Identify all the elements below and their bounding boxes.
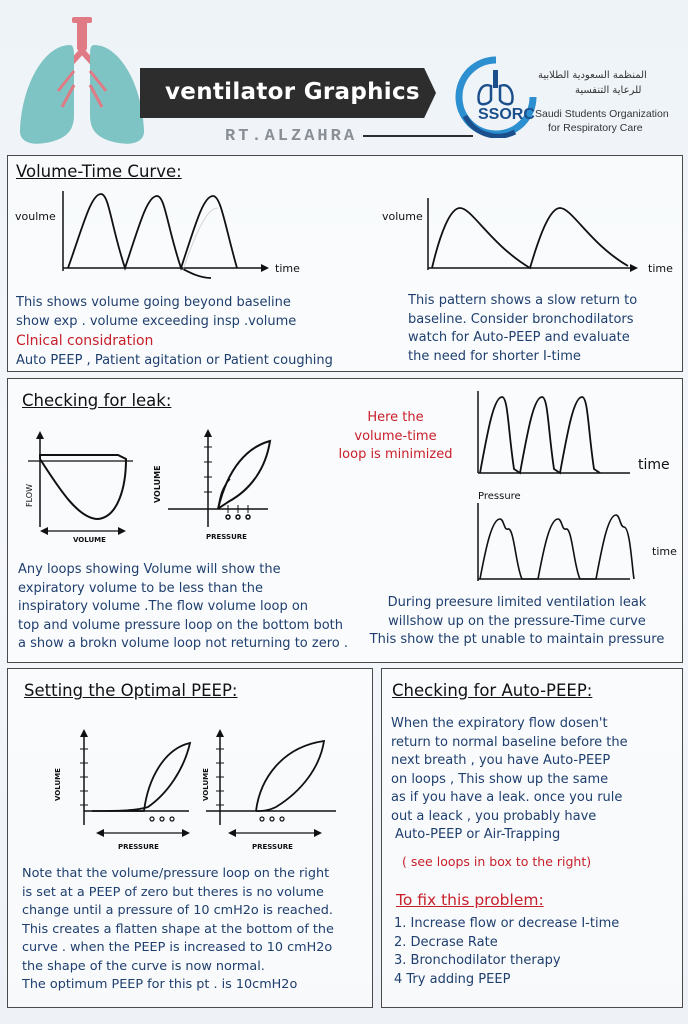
volume-pressure-loop (148, 427, 278, 557)
right-description (408, 292, 637, 366)
flow-volume-loop (18, 427, 143, 547)
auto-peep-description (391, 715, 628, 845)
text-line: This show the pt unable to maintain pressure (369, 632, 665, 647)
section-heading: Setting the Optimal PEEP: (24, 681, 238, 700)
y-axis-label: voulme (15, 210, 56, 223)
ssorc-logo (455, 56, 537, 138)
volume-time-graph-left (13, 186, 303, 286)
text-line: return to normal baseline before the (391, 734, 628, 750)
section-heading: Checking for Auto-PEEP: (392, 681, 593, 700)
time-label: time (638, 457, 670, 473)
pressure-axis-label: PRESSURE (252, 843, 293, 851)
text-line: Any loops showing Volume will show the (18, 562, 281, 577)
x-axis-label: time (648, 262, 673, 275)
org-name-english: Saudi Students Organization (535, 108, 669, 120)
list-item: 3. Bronchodilator therapy (394, 953, 561, 968)
lungs-icon (14, 15, 154, 153)
note-line: Here the (367, 410, 424, 425)
section-heading: Volume-Time Curve: (16, 162, 182, 181)
text-line: willshow up on the pressure-Time curve (388, 613, 646, 629)
list-item: 2. Decrase Rate (394, 934, 498, 950)
author-name: RT.ALZAHRA (225, 127, 358, 146)
text-line: show exp . volume exceeding insp .volume (16, 313, 297, 329)
volume-axis-label: VOLUME (73, 536, 106, 544)
text-line: curve . when the PEEP is increased to 10 cmH2o (22, 940, 333, 955)
text-line: change until a pressure of 10 cmH2o is reached. (22, 903, 333, 918)
red-note (333, 409, 458, 465)
text-line: When the expiratory flow dosen't (391, 716, 608, 731)
fix-list (394, 915, 619, 989)
text-line: The optimum PEEP for this pt . is 10cmH2o (22, 977, 298, 992)
text-line: During preesure limited ventilation leak (387, 595, 647, 610)
text-line: Auto-PEEP or Air-Trapping (395, 827, 561, 842)
left-description (16, 294, 296, 331)
volume-time-leak-graph (470, 389, 678, 479)
text-line: watch for Auto-PEEP and evaluate (408, 330, 630, 345)
text-line: This pattern shows a slow return to (408, 293, 638, 308)
text-line: the shape of the curve is now normal. (22, 958, 265, 974)
right-description (356, 594, 678, 650)
note-text: ( see loops in box to the right) (402, 854, 592, 869)
optimal-peep-section (7, 668, 373, 1008)
text-line: baseline. Consider bronchodilators (408, 311, 634, 327)
text-line: next breath , you have Auto-PEEP (391, 753, 611, 768)
text-line: is set at a PEEP of zero but theres is no volume (22, 884, 324, 900)
text-line: Note that the volume/pressure loop on the right (22, 866, 330, 881)
text-line: This creates a flatten shape at the bottom of the (22, 921, 334, 937)
left-description (18, 561, 348, 654)
text-line: top and volume pressure loop on the bottom both (18, 617, 343, 633)
clinical-text: Auto PEEP , Patient agitation or Patient coughing (16, 353, 333, 368)
text-line: out a leack , you probably have (391, 808, 597, 824)
leak-section (7, 378, 683, 663)
text-line: on loops , This show up the same (391, 771, 609, 787)
text-line: This shows volume going beyond baseline (16, 295, 291, 310)
logo-text: SSORC (478, 106, 535, 123)
volume-axis-label: VOLUME (54, 768, 62, 801)
auto-peep-section (381, 668, 683, 1008)
section-heading: Checking for leak: (22, 391, 172, 410)
time-label: time (652, 545, 677, 558)
volume-axis-label: VOLUME (202, 768, 210, 801)
org-name-arabic: المنظمة السعودية الطلابية (538, 70, 647, 81)
y-axis-label: volume (382, 210, 423, 223)
page-title: ventilator Graphics (165, 79, 420, 105)
org-name-english-2: for Respiratory Care (548, 122, 643, 134)
fix-heading: To fix this problem: (396, 891, 544, 909)
volume-time-graph-right (380, 194, 680, 286)
pressure-time-graph (470, 487, 678, 587)
list-item: 4 Try adding PEEP (394, 971, 511, 987)
flow-axis-label: FLOW (25, 484, 34, 507)
text-line: the need for shorter I-time (408, 348, 581, 364)
peep-description (22, 865, 334, 995)
peep-loop-right (196, 729, 346, 859)
pressure-axis-label: PRESSURE (118, 843, 159, 851)
note-line: volume-time (354, 428, 437, 444)
peep-loop-left (44, 729, 194, 859)
text-line: inspiratory volume .The flow volume loop on (18, 599, 309, 614)
list-item: 1. Increase flow or decrease I-time (394, 916, 620, 931)
volume-axis-label: VOLUME (153, 465, 162, 503)
pressure-label: Pressure (478, 491, 521, 502)
text-line: as if you have a leak. once you rule (391, 790, 623, 805)
x-axis-label: time (275, 262, 300, 275)
text-line: a show a brokn volume loop not returning to zero . (18, 636, 348, 651)
pressure-axis-label: PRESSURE (206, 533, 247, 541)
clinical-heading: Clnical considration (16, 333, 154, 349)
volume-time-section (7, 155, 683, 372)
note-line: loop is minimized (338, 447, 453, 462)
text-line: expiratory volume to be less than the (18, 580, 264, 596)
author-line (225, 127, 473, 146)
org-name-arabic-2: للرعاية التنفسية (575, 85, 642, 96)
